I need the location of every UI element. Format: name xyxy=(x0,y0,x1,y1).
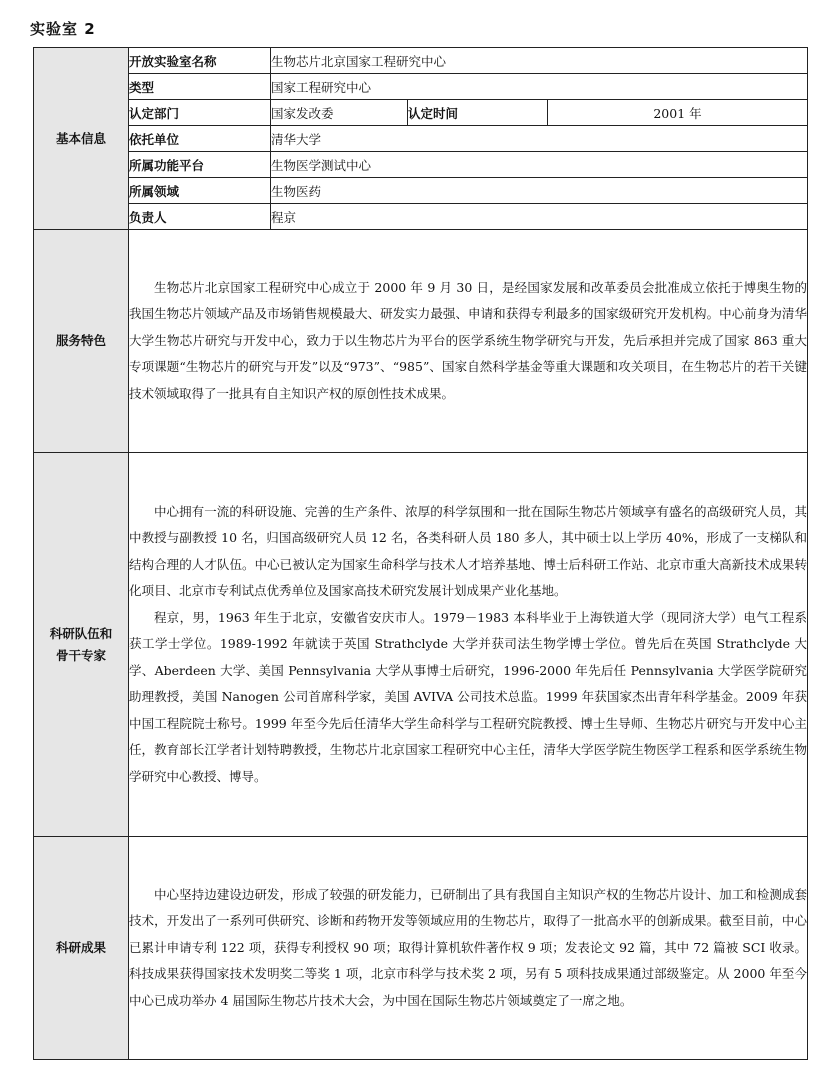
section-service: 服务特色 xyxy=(34,230,129,453)
label-leader: 负责人 xyxy=(129,204,271,230)
label-dept: 认定部门 xyxy=(129,100,271,126)
value-dept: 国家发改委 xyxy=(271,100,408,126)
team-paragraph-1: 中心拥有一流的科研设施、完善的生产条件、浓厚的科学氛围和一批在国际生物芯片领域享有盛名的高级研究人员，其中教授与副教授 10 名，归国高级研究人员 12 名，各类科研人员 180 多人，其中硕士以上学历 40%，形成了一支梯队和结构合理的人才队伍。中心已被认定为国家生命科学与技术人才培养基地、博士后科研工作站、北京市重大高新技术成果转化项目、北京市专利试点优秀单位及国家高技术研究发展计划成果产业化基地。 xyxy=(129,503,807,599)
achievements-content xyxy=(129,837,808,1060)
team-paragraph-2: 程京，男，1963 年生于北京，安徽省安庆市人。1979－1983 本科毕业于上海铁道大学（现同济大学）电气工程系获工学士学位。1989-1992 年就读于英国 Strathclyde 大学并获司法生物学博士学位。曾先后在英国 Strathclyde 大学、Aberdeen 大学、美国 Pennsylvania 大学从事博士后研究，1996-2000 年先后任 Pennsylvania 大学医学院研究助理教授，美国 Nanogen 公司首席科学家，美国 AVIVA 公司技术总监。1999 年获国家杰出青年科学基金。2009 年获中国工程院院士称号。1999 年至今先后任清华大学生命科学与工程研究院教授、博士生导师、生物芯片研究与开发中心主任，教育部长江学者计划特聘教授，生物芯片北京国家工程研究中心主任，清华大学医学院生物医学工程系和医学系统生物学研究中心教授、博导。 xyxy=(129,609,807,784)
label-type: 类型 xyxy=(129,74,271,100)
section-team: 科研队伍和骨干专家 xyxy=(34,453,129,837)
row-dept xyxy=(34,100,808,126)
service-content xyxy=(129,230,808,453)
label-platform: 所属功能平台 xyxy=(129,152,271,178)
value-field: 生物医药 xyxy=(271,178,808,204)
row-leader xyxy=(34,204,808,230)
row-team xyxy=(34,453,808,837)
page-title: 实验室 2 xyxy=(30,20,96,38)
team-content xyxy=(129,453,808,837)
lab-info-table xyxy=(33,47,808,1060)
row-field xyxy=(34,178,808,204)
value-time: 2001 年 xyxy=(548,100,808,126)
row-service xyxy=(34,230,808,453)
row-achievements xyxy=(34,837,808,1060)
label-lab-name: 开放实验室名称 xyxy=(129,48,271,74)
row-host xyxy=(34,126,808,152)
row-type xyxy=(34,74,808,100)
achievements-paragraph: 中心坚持边建设边研发，形成了较强的研发能力，已研制出了具有我国自主知识产权的生物芯片设计、加工和检测成套技术，开发出了一系列可供研究、诊断和药物开发等领域应用的生物芯片，取得了一批高水平的创新成果。截至目前，中心已累计申请专利 122 项，获得专利授权 90 项；取得计算机软件著作权 9 项；发表论文 92 篇，其中 72 篇被 SCI 收录。科技成果获得国家技术发明奖二等奖 1 项，北京市科学与技术奖 2 项，另有 5 项科技成果通过部级鉴定。从 2000 年至今中心已成功举办 4 届国际生物芯片技术大会，为中国在国际生物芯片领域奠定了一席之地。 xyxy=(129,886,807,1008)
service-paragraph: 生物芯片北京国家工程研究中心成立于 2000 年 9 月 30 日，是经国家发展和改革委员会批准成立依托于博奥生物的我国生物芯片领域产品及市场销售规模最大、研发实力最强、申请和获得专利最多的国家级研究开发机构。中心前身为清华大学生物芯片研究与开发中心，致力于以生物芯片为平台的医学系统生物学研究与开发，先后承担并完成了国家 863 重大专项课题“生物芯片的研究与开发”以及“973”、“985”、国家自然科学基金等重大课题和攻关项目，在生物芯片的若干关键技术领域取得了一批具有自主知识产权的原创性技术成果。 xyxy=(129,279,807,401)
section-basic-info: 基本信息 xyxy=(34,48,129,230)
row-platform xyxy=(34,152,808,178)
value-lab-name: 生物芯片北京国家工程研究中心 xyxy=(271,48,808,74)
value-platform: 生物医学测试中心 xyxy=(271,152,808,178)
value-type: 国家工程研究中心 xyxy=(271,74,808,100)
label-host: 依托单位 xyxy=(129,126,271,152)
label-time: 认定时间 xyxy=(408,100,548,126)
row-name xyxy=(34,48,808,74)
value-host: 清华大学 xyxy=(271,126,808,152)
section-achievements: 科研成果 xyxy=(34,837,129,1060)
value-leader: 程京 xyxy=(271,204,808,230)
label-field: 所属领域 xyxy=(129,178,271,204)
